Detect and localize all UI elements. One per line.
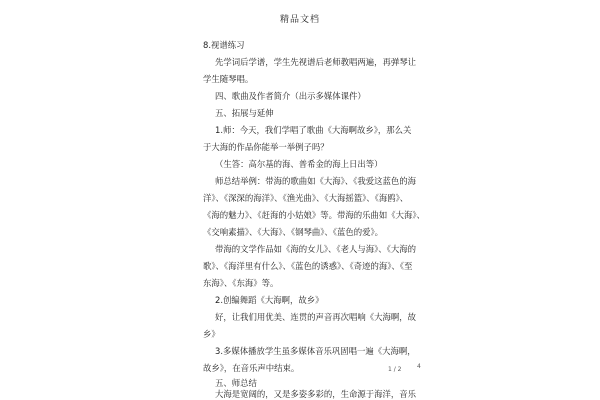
paragraph-line: 带海的文学作品如《海的女儿》、《老人与海》、《大海的 <box>215 244 416 254</box>
section-5-heading: 五、拓展与延伸 <box>215 108 274 118</box>
page-mark: 4 <box>417 363 421 370</box>
page-header-title: 精品文档 <box>279 15 320 25</box>
summary-heading: 五、师总结 <box>215 378 257 388</box>
paragraph-line: 大海是宽阔的，又是多姿多彩的，生命源于海洋，音乐 <box>215 389 416 399</box>
paragraph-line: 洋》、《深深的海洋》、《渔光曲》、《大海摇篮》、《海鸥》、 <box>203 193 409 203</box>
paragraph-line: 好，让我们用优美、连贯的声音再次唱响《大海啊，故 <box>215 312 416 322</box>
page-number: 1 / 2 <box>388 366 402 373</box>
paragraph-line: 故乡》，在音乐声中结束。 <box>203 363 300 373</box>
paragraph-line: 歌》、《海洋里有什么》、《蓝色的诱惑》、《奇迹的海》、《至 <box>203 261 413 271</box>
item-2-heading: 2.创编舞蹈《大海啊，故乡》 <box>215 295 324 305</box>
paragraph-line: 乡》 <box>203 329 220 339</box>
paragraph-line: 师总结举例：带海的歌曲如《大海》、《我爱这蓝色的海 <box>215 176 416 186</box>
paragraph-line: 1.师：今天，我们学唱了歌曲《大海啊故乡》，那么关 <box>215 125 412 135</box>
paragraph-line: 先学词后学谱，学生先视谱后老师教唱两遍，再弹琴让 <box>215 57 416 67</box>
paragraph-line: 《海的魅力》、《赶海的小姑娘》等。带海的乐曲如《大海》、 <box>203 210 425 220</box>
section-4-heading: 四、歌曲及作者简介（出示多媒体课件） <box>215 91 366 101</box>
paragraph-line: 学生随琴唱。 <box>203 74 254 84</box>
paragraph-line: 东海》、《东海》等。 <box>203 278 279 288</box>
paragraph-line: （生答：高尔基的海、普希金的海上日出等） <box>215 159 383 169</box>
section-8-heading: 8.视谱练习 <box>203 40 245 50</box>
paragraph-line: 3.多媒体播放学生虽多媒体音乐巩固唱一遍《大海啊， <box>215 346 416 356</box>
paragraph-line: 《交响素描》、《大海》、《钢琴曲》、《蓝色的爱》。 <box>203 227 384 237</box>
paragraph-line: 于大海的作品你能举一举例子吗？ <box>203 142 329 152</box>
